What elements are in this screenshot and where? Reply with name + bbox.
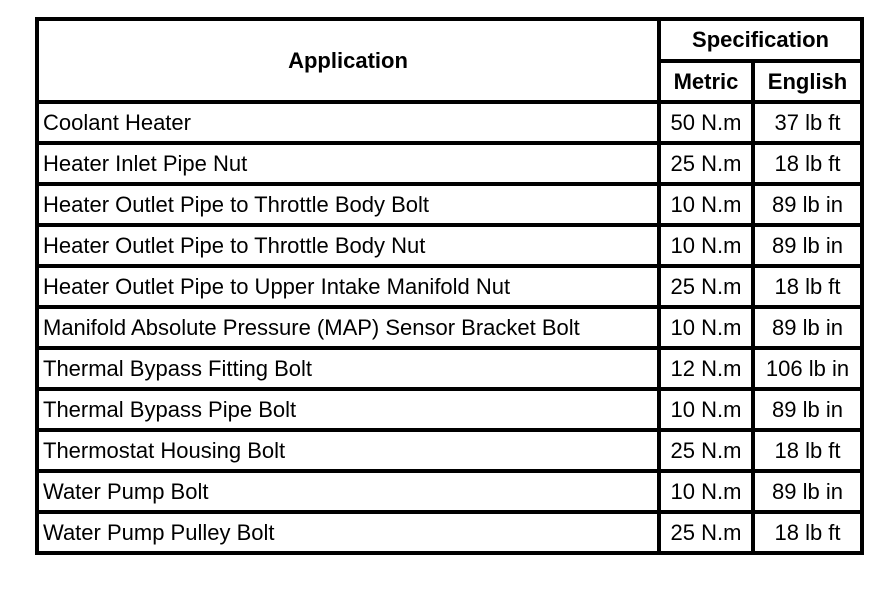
cell-metric: 10 N.m: [661, 391, 755, 432]
cell-english: 18 lb ft: [755, 268, 864, 309]
column-header-metric: Metric: [661, 63, 755, 104]
cell-english: 37 lb ft: [755, 104, 864, 145]
torque-spec-table: [35, 17, 864, 555]
cell-english: 18 lb ft: [755, 514, 864, 555]
cell-metric: 25 N.m: [661, 432, 755, 473]
table-header: [39, 21, 864, 104]
table-row: [39, 391, 864, 432]
column-header-specification: Specification: [661, 21, 864, 63]
cell-application: Thermal Bypass Pipe Bolt: [39, 391, 661, 432]
table-row: [39, 514, 864, 555]
cell-application: Heater Outlet Pipe to Upper Intake Manifold Nut: [39, 268, 661, 309]
cell-application: Heater Outlet Pipe to Throttle Body Bolt: [39, 186, 661, 227]
cell-english: 106 lb in: [755, 350, 864, 391]
cell-application: Water Pump Pulley Bolt: [39, 514, 661, 555]
column-header-english: English: [755, 63, 864, 104]
cell-metric: 12 N.m: [661, 350, 755, 391]
cell-english: 18 lb ft: [755, 432, 864, 473]
table-row: [39, 104, 864, 145]
cell-application: Heater Inlet Pipe Nut: [39, 145, 661, 186]
cell-metric: 25 N.m: [661, 268, 755, 309]
column-header-application: Application: [39, 21, 661, 104]
header-row-top: [39, 21, 864, 63]
cell-english: 89 lb in: [755, 473, 864, 514]
table-row: [39, 309, 864, 350]
table-row: [39, 268, 864, 309]
cell-application: Water Pump Bolt: [39, 473, 661, 514]
cell-metric: 10 N.m: [661, 227, 755, 268]
cell-application: Heater Outlet Pipe to Throttle Body Nut: [39, 227, 661, 268]
table-row: [39, 145, 864, 186]
table-row: [39, 350, 864, 391]
cell-metric: 25 N.m: [661, 145, 755, 186]
cell-metric: 50 N.m: [661, 104, 755, 145]
cell-application: Manifold Absolute Pressure (MAP) Sensor Bracket Bolt: [39, 309, 661, 350]
table-body: [39, 104, 864, 555]
table-row: [39, 473, 864, 514]
cell-metric: 10 N.m: [661, 186, 755, 227]
cell-application: Thermal Bypass Fitting Bolt: [39, 350, 661, 391]
table-row: [39, 186, 864, 227]
cell-application: Coolant Heater: [39, 104, 661, 145]
cell-metric: 25 N.m: [661, 514, 755, 555]
cell-english: 89 lb in: [755, 309, 864, 350]
cell-application: Thermostat Housing Bolt: [39, 432, 661, 473]
cell-english: 89 lb in: [755, 186, 864, 227]
cell-metric: 10 N.m: [661, 473, 755, 514]
table-row: [39, 227, 864, 268]
cell-metric: 10 N.m: [661, 309, 755, 350]
cell-english: 89 lb in: [755, 391, 864, 432]
cell-english: 18 lb ft: [755, 145, 864, 186]
table-row: [39, 432, 864, 473]
cell-english: 89 lb in: [755, 227, 864, 268]
